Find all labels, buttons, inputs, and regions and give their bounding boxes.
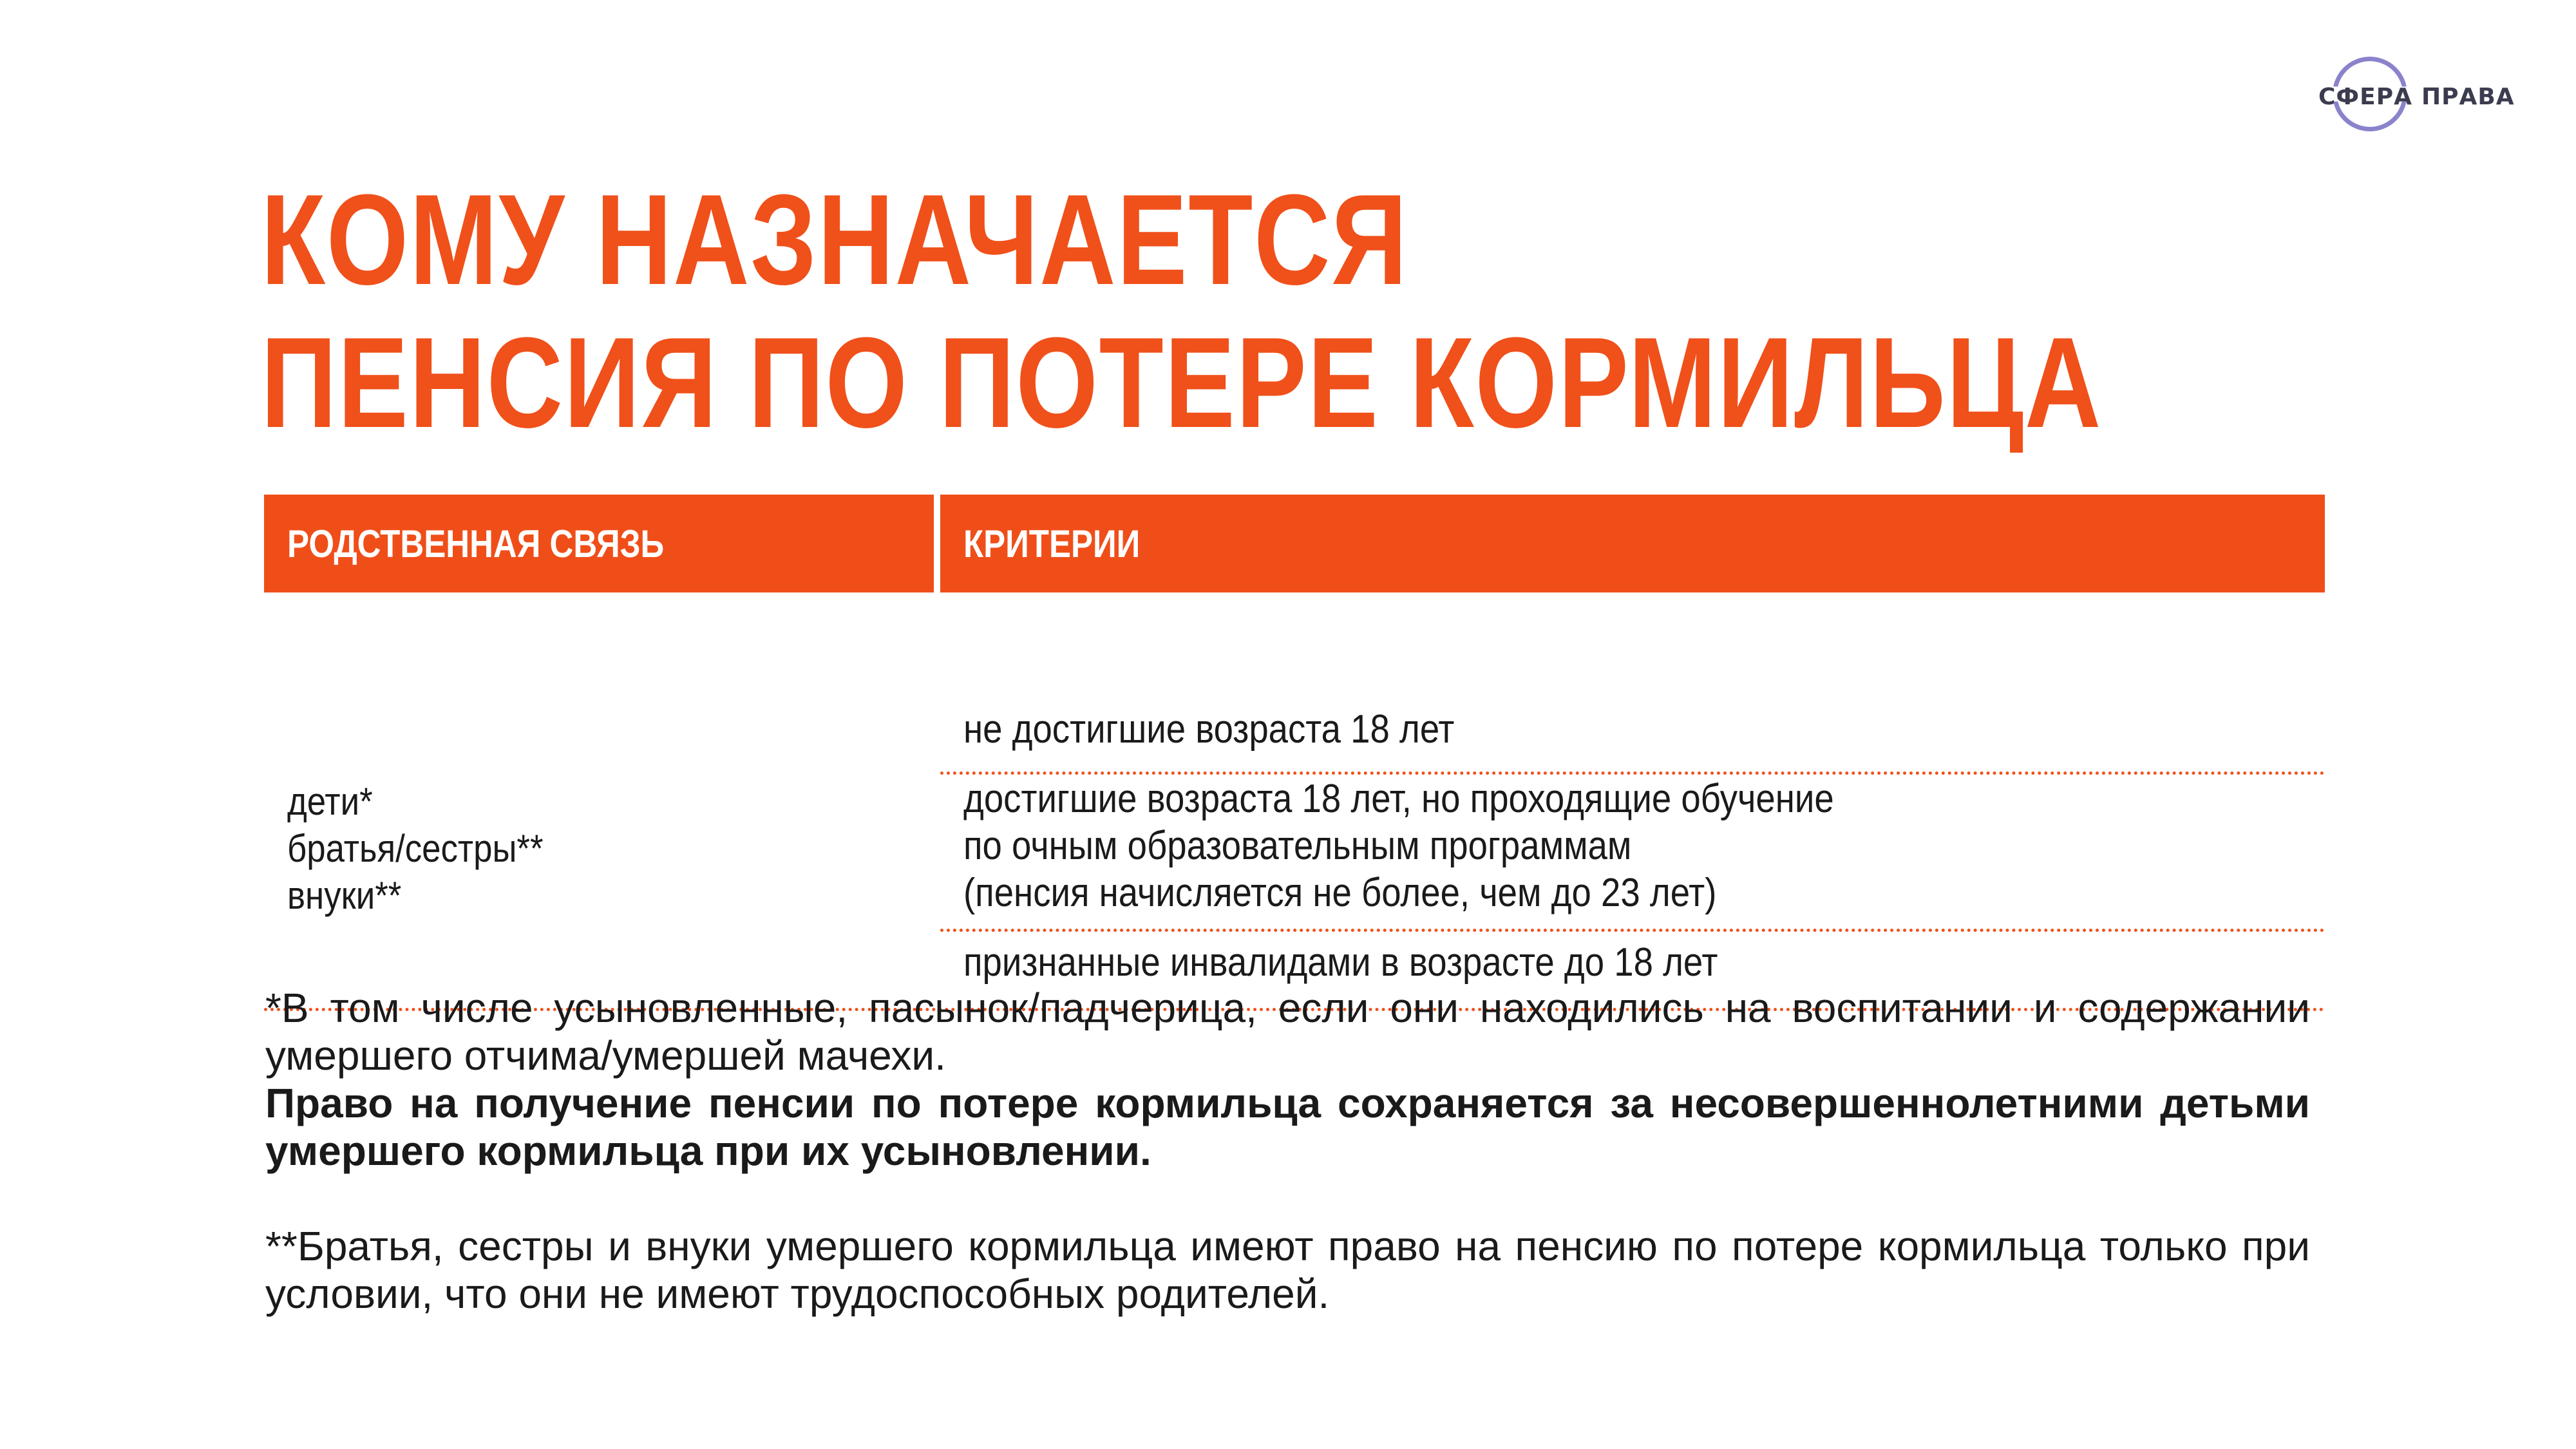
logo-word-2: ПРАВА [2421, 84, 2515, 110]
criteria-row [940, 775, 2325, 916]
row-divider [940, 929, 2325, 932]
criteria-line: по очным образовательным программам [963, 824, 1632, 868]
criteria-row [940, 706, 2325, 753]
logo-text [2318, 84, 2515, 110]
row-divider [940, 772, 2325, 775]
relation-cell [287, 778, 578, 919]
page-title-line-1: КОМУ НАЗНАЧАЕТСЯ [261, 168, 1408, 312]
header-relation [264, 495, 934, 592]
header-criteria [940, 495, 2325, 592]
criteria-line: достигшие возраста 18 лет, но проходящие обучение [963, 777, 1834, 821]
logo-word-1: СФЕРА [2318, 84, 2412, 110]
footnote-2: **Братья, сестры и внуки умершего кормильца имеют право на пенсию по потере кормильца только при условии, что они не имеют трудоспособных родителей. [265, 1223, 2310, 1317]
criteria-row [940, 939, 2325, 986]
criteria-line: (пенсия начисляется не более, чем до 23 лет) [963, 871, 1717, 915]
footnote-1-emphasis: Право на получение пенсии по потере кормильца сохраняется за несовершеннолетними детьми умершего кормильца при их усыновлении. [265, 1080, 2310, 1174]
eligibility-table [264, 495, 2325, 985]
footnotes [265, 984, 2310, 1318]
page-title-line-2: ПЕНСИЯ ПО ПОТЕРЕ КОРМИЛЬЦА [261, 311, 2102, 455]
table-header [264, 495, 2325, 592]
footnote-1: *В том числе усыновленные, пасынок/падчерица, если они находились на воспитании и содержании умершего отчима/умершей мачехи. [265, 985, 2310, 1079]
relation-item: внуки** [287, 874, 402, 917]
header-criteria-label: КРИТЕРИИ [963, 522, 1141, 565]
relation-item: братья/сестры** [287, 827, 544, 870]
criteria-line: признанные инвалидами в возрасте до 18 лет [963, 940, 1718, 985]
page-title [261, 169, 2102, 455]
logo [2318, 52, 2531, 155]
table-body [264, 592, 2325, 985]
footnote-spacer [265, 1175, 2310, 1222]
criteria-line: не достигшие возраста 18 лет [963, 707, 1455, 752]
header-relation-label: РОДСТВЕННАЯ СВЯЗЬ [287, 522, 665, 565]
relation-item: дети* [287, 780, 373, 823]
